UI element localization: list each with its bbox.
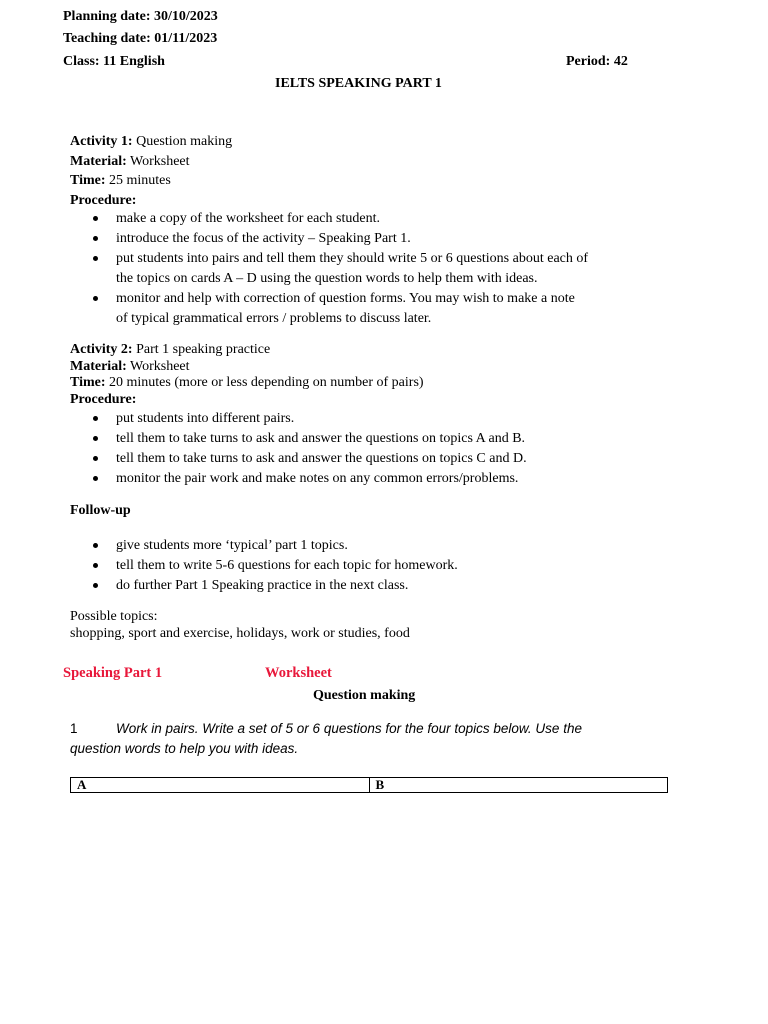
period-label: Period: 42 <box>566 54 628 69</box>
activity1-step-continuation: of typical grammatical errors / problems to discuss later. <box>116 311 432 326</box>
list-item: do further Part 1 Speaking practice in the next class. <box>70 576 458 596</box>
list-item: introduce the focus of the activity – Speaking Part 1. <box>70 229 588 249</box>
activity2-name: Part 1 speaking practice <box>132 342 271 357</box>
table-row <box>71 778 668 793</box>
teaching-date: Teaching date: 01/11/2023 <box>63 31 218 46</box>
list-item: tell them to write 5-6 questions for each topic for homework. <box>70 556 458 576</box>
list-item: monitor the pair work and make notes on any common errors/problems. <box>70 469 527 489</box>
activity1-material-label: Material: <box>70 153 127 169</box>
activity2-material: Worksheet <box>126 358 190 374</box>
task-text-1: Work in pairs. Write a set of 5 or 6 questions for the four topics below. Use the <box>116 721 582 736</box>
worksheet-right-heading: Worksheet <box>265 665 332 681</box>
activity1-steps-2 <box>70 289 575 309</box>
activity1-time: 25 minutes <box>105 173 171 188</box>
activity2-label: Activity 2: <box>70 342 133 357</box>
followup-steps <box>70 536 458 596</box>
activity2-block <box>70 342 424 408</box>
activity1-steps <box>70 209 588 269</box>
activity1-name: Question making <box>132 134 233 149</box>
task-line-1 <box>70 721 582 736</box>
activity1-procedure-label: Procedure: <box>70 192 137 208</box>
activity2-time: 20 minutes (more or less depending on number of pairs) <box>105 375 424 390</box>
activity2-steps <box>70 409 527 489</box>
list-item: make a copy of the worksheet for each student. <box>70 209 588 229</box>
activity1-time-label: Time: <box>70 173 106 188</box>
activity1-step-continuation: the topics on cards A – D using the question words to help them with ideas. <box>116 271 538 286</box>
table-cell-a: A <box>71 778 370 793</box>
activity2-material-label: Material: <box>70 358 127 374</box>
possible-topics: shopping, sport and exercise, holidays, work or studies, food <box>70 626 410 641</box>
task-number: 1 <box>70 721 78 736</box>
activity2-time-label: Time: <box>70 375 106 390</box>
list-item: monitor and help with correction of question forms. You may wish to make a note <box>70 289 575 309</box>
list-item: tell them to take turns to ask and answer the questions on topics C and D. <box>70 449 527 469</box>
class-label: Class: 11 English <box>63 54 165 69</box>
list-item: tell them to take turns to ask and answer the questions on topics A and B. <box>70 429 527 449</box>
worksheet-left-heading: Speaking Part 1 <box>63 665 163 681</box>
followup-heading: Follow-up <box>70 503 131 518</box>
activity1-material: Worksheet <box>126 153 190 169</box>
list-item: put students into different pairs. <box>70 409 527 429</box>
activity2-procedure-label: Procedure: <box>70 391 137 407</box>
task-text-2: question words to help you with ideas. <box>70 741 299 756</box>
table-cell-b: B <box>369 778 668 793</box>
topics-table <box>70 777 668 793</box>
list-item: give students more ‘typical’ part 1 topics. <box>70 536 458 556</box>
planning-date: Planning date: 30/10/2023 <box>63 9 218 24</box>
list-item: put students into pairs and tell them they should write 5 or 6 questions about each of <box>70 249 588 269</box>
possible-topics-label: Possible topics: <box>70 609 158 624</box>
activity1-block <box>70 132 232 210</box>
page-title: IELTS SPEAKING PART 1 <box>275 76 442 91</box>
worksheet-subtitle: Question making <box>313 688 416 703</box>
activity1-label: Activity 1: <box>70 134 133 149</box>
